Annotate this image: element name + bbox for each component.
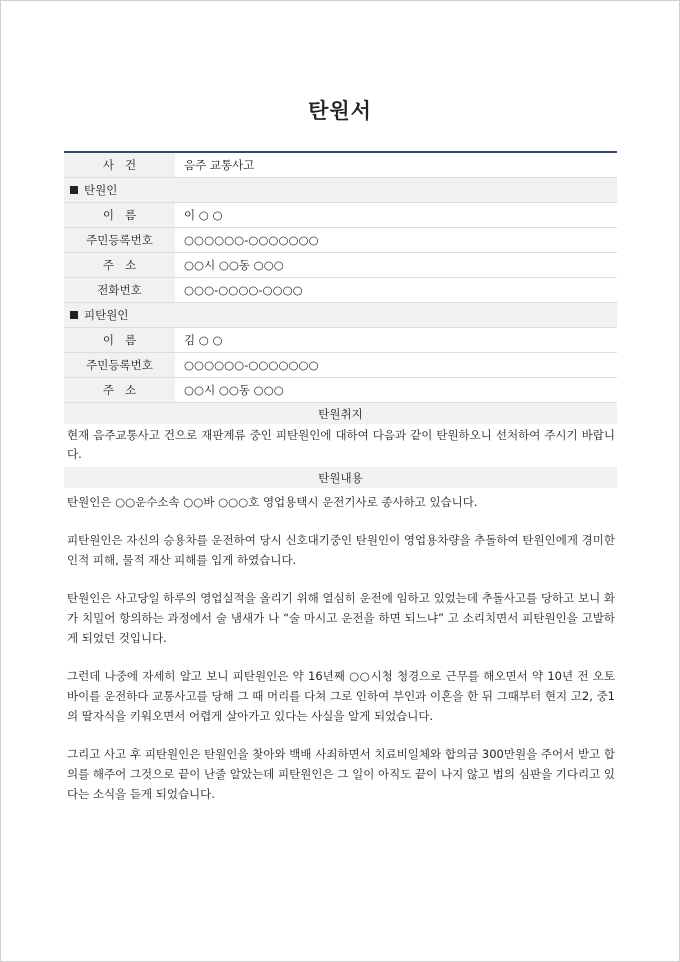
petition-table xyxy=(64,151,617,822)
respondent-name-value: 김 ○ ○ xyxy=(184,333,223,347)
black-square-icon xyxy=(70,186,78,194)
document-title: 탄원서 xyxy=(308,99,372,123)
content-paragraph: 그리고 사고 후 피탄원인은 탄원인을 찾아와 백배 사죄하면서 치료비일체와 합의금 300만원을 주어서 받고 합의를 해주어 그것으로 끝이 난줄 알았는데 피탄원인은 그 일이 아직도 끝이 나지 않고 법의 심판을 기다리고 있다는 소식을 듣게 되었습니다. xyxy=(67,747,615,801)
respondent-address-row xyxy=(64,378,617,403)
respondent-address-value: ○○시 ○○동 ○○○ xyxy=(184,383,284,397)
content-paragraph: 탄원인은 사고당일 하루의 영업실적을 올리기 위해 열심히 운전에 임하고 있었는데 추돌사고를 당하고 보니 화가 치밀어 항의하는 과정에서 술 냄새가 나 “술 마시고 운전을 하면 되느냐” 고 소리치면서 피탄원인을 고발하게 되었던 것입니다. xyxy=(67,591,615,645)
petitioner-name-value: 이 ○ ○ xyxy=(184,208,223,222)
petitioner-phone-label: 전화번호 xyxy=(64,278,175,302)
respondent-rrn-row xyxy=(64,353,617,378)
content-body xyxy=(64,488,617,804)
petitioner-rrn-label: 주민등록번호 xyxy=(64,228,175,252)
black-square-icon xyxy=(70,311,78,319)
petitioner-heading: 탄원인 xyxy=(84,183,118,197)
case-row xyxy=(64,153,617,178)
content-paragraph: 그런데 나중에 자세히 알고 보니 피탄원인은 약 16년째 ○○시청 청경으로 근무를 해오면서 약 10년 전 오토바이를 운전하다 교통사고를 당해 그 때 머리를 다쳐 그로 인하여 부인과 이혼을 한 뒤 그때부터 현지 고2, 중1의 딸자식을 키워오면서 어렵게 살아가고 있다는 사실을 알게 되었습니다. xyxy=(67,669,615,723)
content-paragraph: 피탄원인은 자신의 승용차를 운전하여 당시 신호대기중인 탄원인이 영업용차량을 추돌하여 탄원인에게 경미한 인적 피해, 물적 재산 피해를 입게 하였습니다. xyxy=(67,533,615,567)
respondent-section-header xyxy=(64,303,617,328)
content-heading: 탄원내용 xyxy=(64,467,617,488)
respondent-heading: 피탄원인 xyxy=(84,308,129,322)
purpose-text: 현재 음주교통사고 건으로 재판계류 중인 피탄원인에 대하여 다음과 같이 탄원하오니 선처하여 주시기 바랍니다. xyxy=(67,428,615,461)
petitioner-address-value: ○○시 ○○동 ○○○ xyxy=(184,258,284,272)
petitioner-section-header xyxy=(64,178,617,203)
respondent-address-label: 주 소 xyxy=(64,378,175,402)
petitioner-address-row xyxy=(64,253,617,278)
petitioner-rrn-row xyxy=(64,228,617,253)
respondent-name-label: 이 름 xyxy=(64,328,175,352)
respondent-name-row xyxy=(64,328,617,353)
case-value: 음주 교통사고 xyxy=(184,158,255,172)
petitioner-rrn-value: ○○○○○○-○○○○○○○ xyxy=(184,233,319,247)
petitioner-phone-row xyxy=(64,278,617,303)
content-paragraph: 탄원인은 ○○운수소속 ○○바 ○○○호 영업용택시 운전기사로 종사하고 있습니다. xyxy=(67,495,478,509)
petitioner-name-label: 이 름 xyxy=(64,203,175,227)
petitioner-phone-value: ○○○-○○○○-○○○○ xyxy=(184,283,303,297)
purpose-heading: 탄원취지 xyxy=(64,403,617,424)
petitioner-name-row xyxy=(64,203,617,228)
respondent-rrn-value: ○○○○○○-○○○○○○○ xyxy=(184,358,319,372)
case-label: 사 건 xyxy=(64,153,175,177)
respondent-rrn-label: 주민등록번호 xyxy=(64,353,175,377)
petitioner-address-label: 주 소 xyxy=(64,253,175,277)
